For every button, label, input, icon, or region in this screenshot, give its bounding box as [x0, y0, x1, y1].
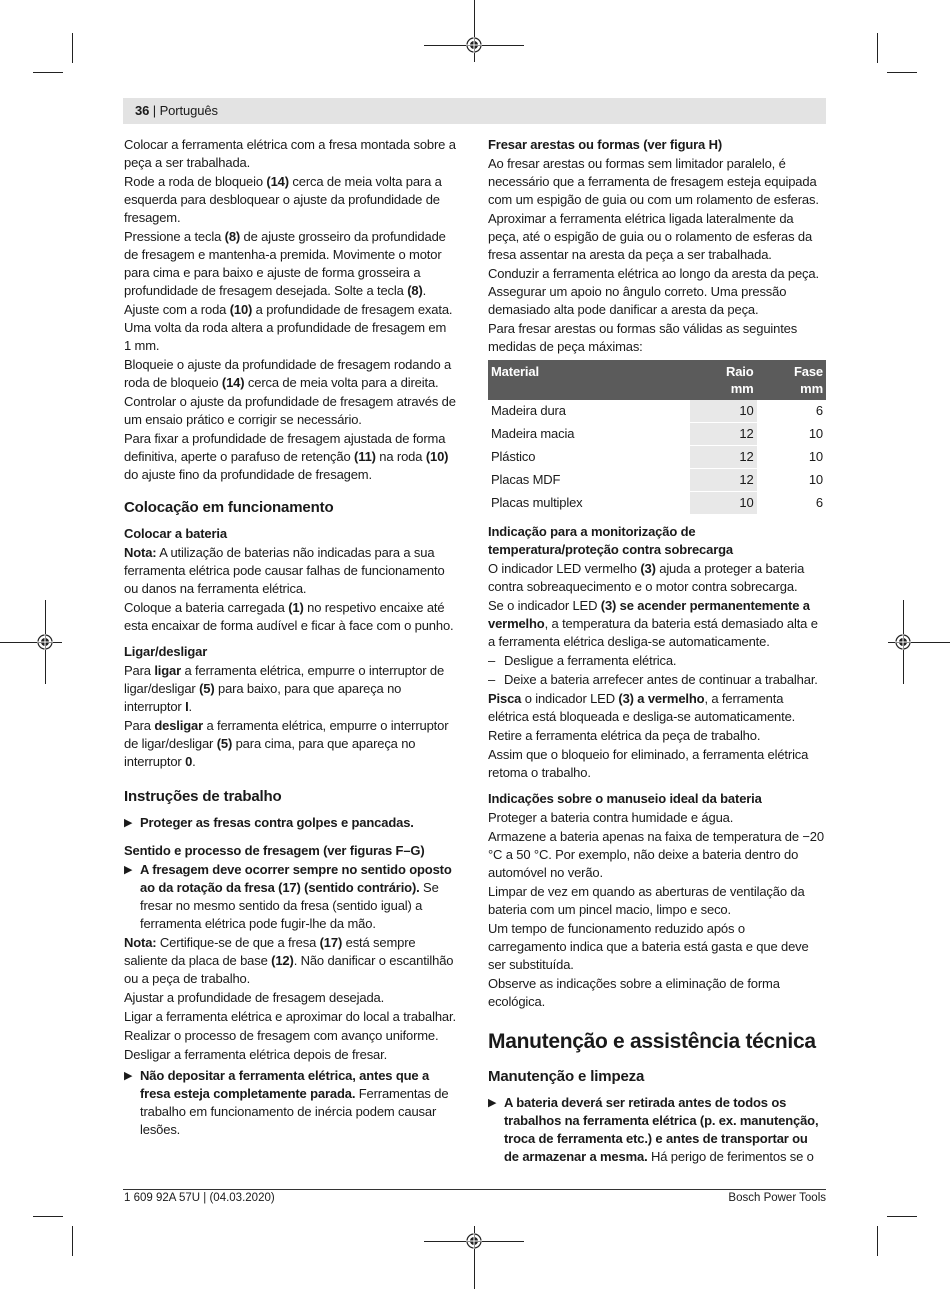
- cell-material: Plástico: [488, 446, 690, 469]
- paragraph: Nota: Certifique-se de que a fresa (17) está sempre saliente da placa de base (12). Não danificar o escantilhão ou a peça de trabalho.: [124, 935, 454, 986]
- paragraph: Para desligar a ferramenta elétrica, empurre o interruptor de ligar/desligar (5) para cima, para que apareça no interruptor 0.: [124, 718, 449, 769]
- crop-mark-bottom-left-v: [72, 1226, 73, 1256]
- page-header-bar: [123, 98, 826, 124]
- table-row: [488, 469, 826, 492]
- paragraph: Ao fresar arestas ou formas sem limitador paralelo, é necessário que a ferramenta de fresagem esteja equipada com um espigão de guia ou com um rolamento de esferas.: [488, 156, 819, 207]
- subheading-battery: Colocar a bateria: [124, 526, 227, 541]
- table-row: [488, 423, 826, 446]
- crop-mark-bottom-right-v: [877, 1226, 878, 1256]
- dash-item: – Desligue a ferramenta elétrica.: [488, 653, 677, 668]
- registration-target-icon: [37, 634, 53, 650]
- table-row: [488, 400, 826, 423]
- table-row: [488, 446, 826, 469]
- material-table: [488, 360, 826, 515]
- page-header: 36 | Português: [135, 103, 218, 118]
- section-title-startup: Colocação em funcionamento: [124, 499, 334, 516]
- cell-raio: 10: [690, 400, 757, 423]
- table-row: [488, 492, 826, 515]
- subheading-milling: Sentido e processo de fresagem (ver figuras F–G): [124, 843, 425, 858]
- paragraph: Bloqueie o ajuste da profundidade de fresagem rodando a roda de bloqueio (14) cerca de meia volta para a direita.: [124, 357, 452, 390]
- paragraph: Ajuste com a roda (10) a profundidade de fresagem exata. Uma volta da roda altera a profundidade de fresagem em 1 mm.: [124, 302, 453, 353]
- cell-material: Madeira macia: [488, 423, 690, 446]
- step: Desligar a ferramenta elétrica depois de fresar.: [124, 1047, 388, 1062]
- section-title-work: Instruções de trabalho: [124, 788, 282, 805]
- cell-fase: 6: [757, 492, 826, 515]
- paragraph: Rode a roda de bloqueio (14) cerca de meia volta para a esquerda para desbloquear o ajuste da profundidade de fresagem.: [124, 174, 442, 225]
- subheading-onoff: Ligar/desligar: [124, 644, 208, 659]
- left-column: [124, 136, 462, 1140]
- paragraph: Pisca o indicador LED (3) a vermelho, a ferramenta elétrica está bloqueada e desliga-se automaticamente.: [488, 691, 796, 724]
- footer-brand: Bosch Power Tools: [728, 1192, 826, 1204]
- crop-mark-top-left-h: [33, 72, 63, 73]
- cell-fase: 10: [757, 423, 826, 446]
- cell-material: Madeira dura: [488, 400, 690, 423]
- language-label: Português: [159, 103, 218, 118]
- warning-item: ▶ Não depositar a ferramenta elétrica, antes que a fresa esteja completamente parada. Ferramentas de trabalho em funcionamento de inércia podem causar lesões.: [124, 1068, 449, 1137]
- triangle-bullet-icon: ▶: [488, 1097, 497, 1109]
- paragraph: Para fresar arestas ou formas são válidas as seguintes medidas de peça máximas:: [488, 321, 798, 354]
- table-header-row: [488, 360, 826, 400]
- cell-material: Placas multiplex: [488, 492, 690, 515]
- paragraph: Observe as indicações sobre a eliminação de forma ecológica.: [488, 976, 780, 1009]
- header-fase: Fase mm: [757, 360, 826, 400]
- cell-fase: 6: [757, 400, 826, 423]
- section-title-maintenance: Manutenção e assistência técnica: [488, 1030, 816, 1053]
- crop-mark-top-right-v: [877, 33, 878, 63]
- paragraph: Um tempo de funcionamento reduzido após o carregamento indica que a bateria está gasta e que deve ser substituída.: [488, 921, 809, 972]
- paragraph: Pressione a tecla (8) de ajuste grosseiro da profundidade de fresagem e mantenha-a premida. Movimente o motor para cima e para baixo e ajuste de forma grosseira a profundidade de fresagem desejada. Solte a tecla (8).: [124, 229, 446, 298]
- registration-target-icon: [466, 1233, 482, 1249]
- cell-raio: 12: [690, 446, 757, 469]
- registration-target-icon: [895, 634, 911, 650]
- paragraph: Retire a ferramenta elétrica da peça de trabalho.: [488, 728, 761, 743]
- header-raio: Raio mm: [690, 360, 757, 400]
- crop-mark-top-left-v: [72, 33, 73, 63]
- warning-item: ▶ A fresagem deve ocorrer sempre no sentido oposto ao da rotação da fresa (17) (sentido contrário). Se fresar no mesmo sentido da fresa (sentido igual) a ferramenta elétrica pode fugir-lhe da mão.: [124, 862, 452, 931]
- triangle-bullet-icon: ▶: [124, 817, 133, 829]
- cell-fase: 10: [757, 469, 826, 492]
- triangle-bullet-icon: ▶: [124, 864, 133, 876]
- paragraph: Nota: A utilização de baterias não indicadas para a sua ferramenta elétrica pode causar falhas de funcionamento ou danos na ferramenta elétrica.: [124, 545, 445, 596]
- paragraph: Armazene a bateria apenas na faixa de temperatura de −20 °C a 50 °C. Por exemplo, não deixe a bateria dentro do automóvel no verão.: [488, 829, 824, 880]
- paragraph: Assim que o bloqueio for eliminado, a ferramenta elétrica retoma o trabalho.: [488, 747, 809, 780]
- cell-raio: 10: [690, 492, 757, 515]
- triangle-bullet-icon: ▶: [124, 1070, 133, 1082]
- step: Ajustar a profundidade de fresagem desejada.: [124, 990, 385, 1005]
- subheading-edges: Fresar arestas ou formas (ver figura H): [488, 137, 723, 152]
- subtitle-maintenance: Manutenção e limpeza: [488, 1068, 645, 1085]
- cell-fase: 10: [757, 446, 826, 469]
- crop-mark-bottom-left-h: [33, 1216, 63, 1217]
- step: Ligar a ferramenta elétrica e aproximar do local a trabalhar.: [124, 1009, 456, 1024]
- paragraph: O indicador LED vermelho (3) ajuda a proteger a bateria contra sobreaquecimento e o motor contra sobrecarga.: [488, 561, 805, 594]
- paragraph: Para fixar a profundidade de fresagem ajustada de forma definitiva, aperte o parafuso de retenção (11) na roda (10) do ajuste fino da profundidade de fresagem.: [124, 431, 449, 482]
- paragraph: Aproximar a ferramenta elétrica ligada lateralmente da peça, até o espigão de guia ou o rolamento de esferas da fresa assentar na aresta da peça a ser trabalhada.: [488, 211, 813, 262]
- cell-raio: 12: [690, 423, 757, 446]
- paragraph: Se o indicador LED (3) se acender permanentemente a vermelho, a temperatura da bateria está demasiado alta e a ferramenta elétrica desliga-se automaticamente.: [488, 598, 818, 649]
- warning-item: ▶ A bateria deverá ser retirada antes de todos os trabalhos na ferramenta elétrica (p. ex. manutenção, troca de ferramenta etc.) e antes de transportar ou de armazenar a mesma. Há perigo de ferimentos se o: [488, 1095, 819, 1164]
- paragraph: Para ligar a ferramenta elétrica, empurre o interruptor de ligar/desligar (5) para baixo, para que apareça no interruptor I.: [124, 663, 445, 714]
- paragraph: Limpar de vez em quando as aberturas de ventilação da bateria com um pincel macio, limpo e seco.: [488, 884, 805, 917]
- registration-target-icon: [466, 37, 482, 53]
- warning-item: ▶ Proteger as fresas contra golpes e pancadas.: [124, 815, 414, 830]
- paragraph: Proteger a bateria contra humidade e água.: [488, 810, 734, 825]
- cell-material: Placas MDF: [488, 469, 690, 492]
- footer-doc-id: 1 609 92A 57U | (04.03.2020): [124, 1192, 275, 1204]
- cell-raio: 12: [690, 469, 757, 492]
- header-material: Material: [488, 360, 690, 400]
- subheading-temperature: Indicação para a monitorização de temperatura/proteção contra sobrecarga: [488, 524, 733, 557]
- crop-mark-top-right-h: [887, 72, 917, 73]
- crop-mark-bottom-right-h: [887, 1216, 917, 1217]
- paragraph: Colocar a ferramenta elétrica com a fresa montada sobre a peça a ser trabalhada.: [124, 137, 456, 170]
- step: Realizar o processo de fresagem com avanço uniforme.: [124, 1028, 439, 1043]
- page-number: 36: [135, 103, 150, 118]
- paragraph: Conduzir a ferramenta elétrica ao longo da aresta da peça. Assegurar um apoio no ângulo correto. Uma pressão demasiado alta pode danificar a aresta da peça.: [488, 266, 819, 317]
- paragraph: Coloque a bateria carregada (1) no respetivo encaixe até esta encaixar de forma audível e ficar à face com o punho.: [124, 600, 454, 633]
- dash-item: – Deixe a bateria arrefecer antes de continuar a trabalhar.: [488, 672, 818, 687]
- subheading-battery-handling: Indicações sobre o manuseio ideal da bateria: [488, 791, 762, 806]
- paragraph: Controlar o ajuste da profundidade de fresagem através de um ensaio prático e corrigir se necessário.: [124, 394, 456, 427]
- footer-rule: [123, 1189, 826, 1190]
- right-column: [488, 136, 826, 1167]
